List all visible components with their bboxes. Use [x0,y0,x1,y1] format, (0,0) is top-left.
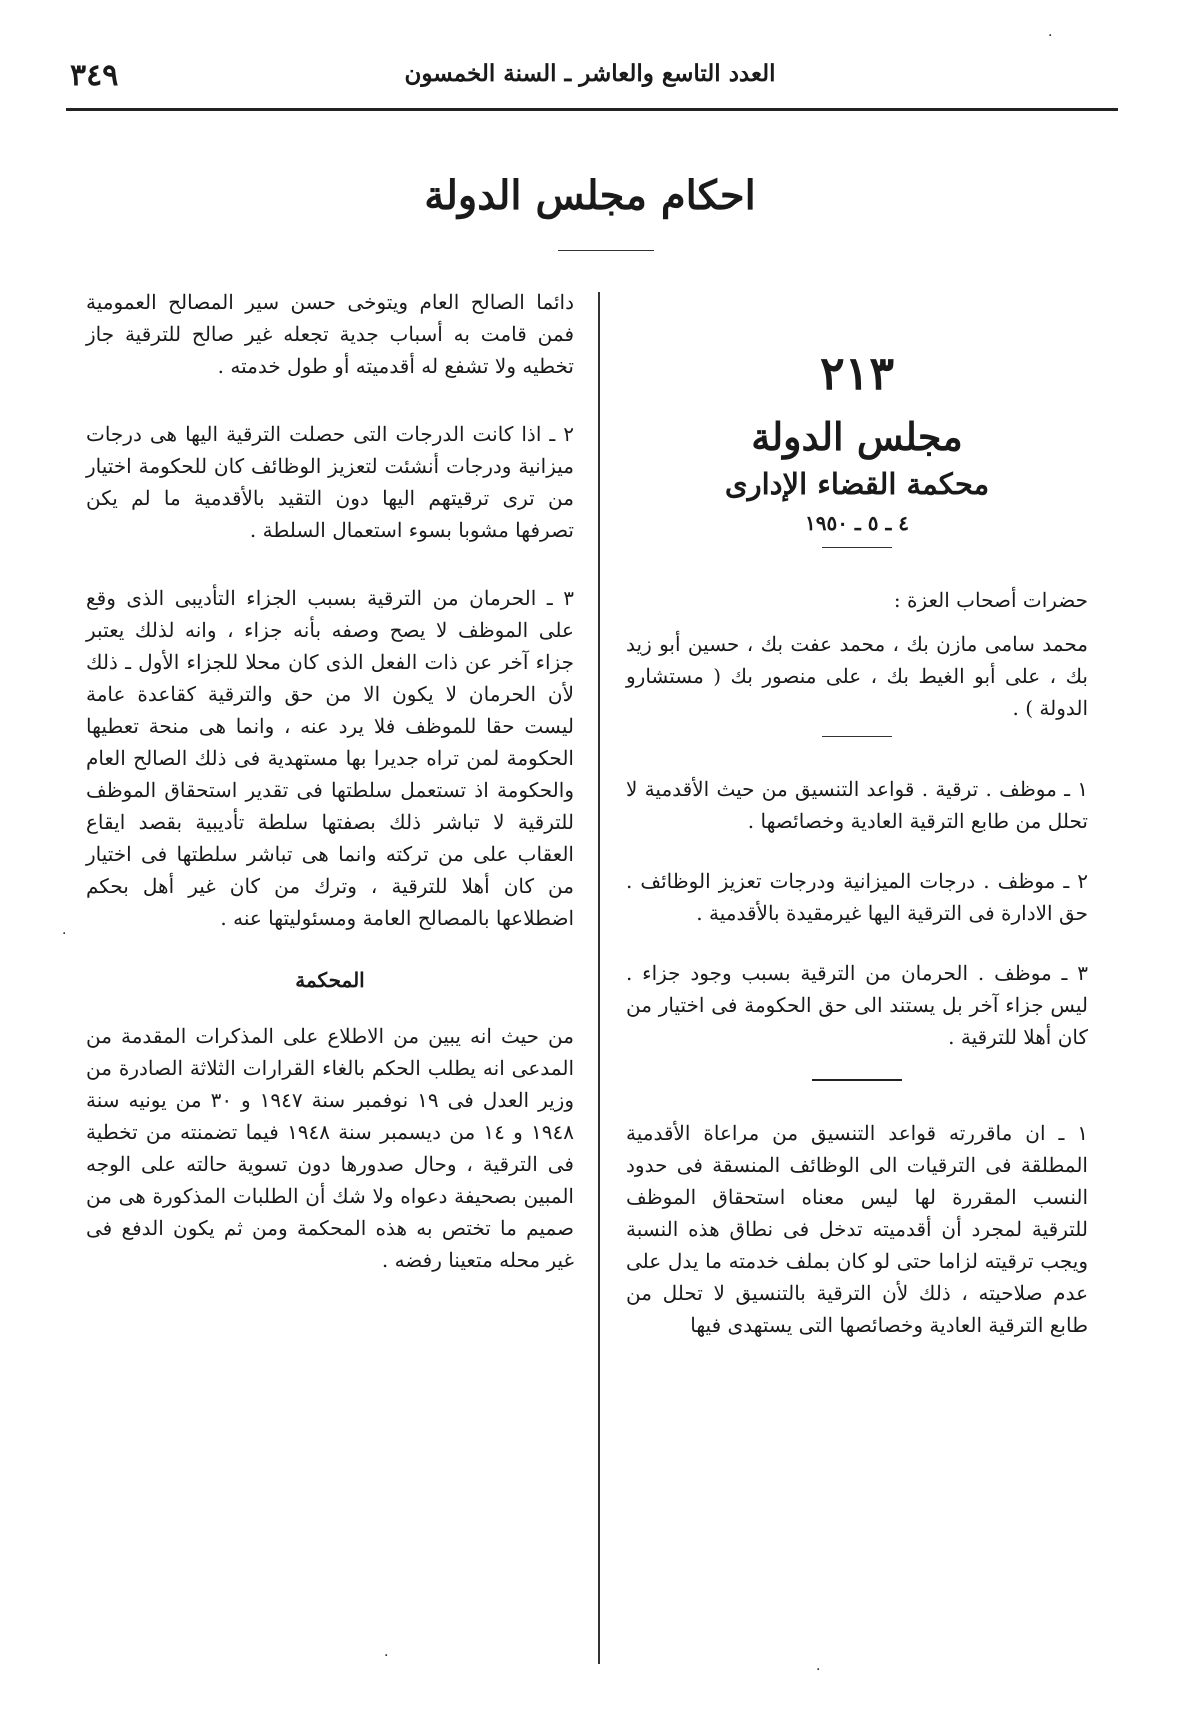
decision-date: ٤ ـ ٥ ـ ١٩٥٠ [804,511,910,535]
headnote-3: ٣ ـ موظف . الحرمان من الترقية بسبب وجود جزاء . ليس جزاء آخر بل يستند الى حق الحكومة فى اختيار من كان أهلا للترقية . [626,961,1088,1049]
case-number: ٢١٣ [819,346,895,400]
council-name: مجلس الدولة [751,414,963,459]
section-title-rule [558,250,654,251]
page-number: ٣٤٩ [70,58,119,93]
court-reasoning: من حيث انه يبين من الاطلاع على المذكرات المقدمة من المدعى انه يطلب الحكم بالغاء القرارات الثلاثة الصادرة من وزير العدل فى ١٩ نوفمبر سنة ١٩٤٧ و ٣٠ من يونيه سنة ١٩٤٨ و ١٤ من ديسمبر سنة ١٩٤٨ فيما تضمنته من تخطية فى الترقية ، وحال صدورها دون تسوية حالته على الوجه المبين بصحيفة دعواه ولا شك أن الطلبات المذكورة هى من صميم ما تختص به هذه المحكمة ومن ثم يكون الدفع فى غير محله متعينا رفضه . [86,1024,574,1272]
headnotes-rule [812,1079,902,1081]
judges-list: محمد سامى مازن بك ، محمد عفت بك ، حسين أبو زيد بك ، على أبو الغيط بك ، على منصور بك ( مستشارو الدولة ) . [626,632,1088,720]
judges-rule [822,736,892,737]
right-column [626,300,1088,1341]
court-heading: المحكمة [295,968,365,992]
scan-speck: · [62,926,67,942]
court-name: محكمة القضاء الإدارى [724,467,990,501]
column-divider [598,292,600,1664]
scan-speck: · [816,1662,821,1678]
principle-3: ٣ ـ الحرمان من الترقية بسبب الجزاء التأديبى الذى وقع على الموظف لا يصح وصفه بأنه جزاء ، وانه لذلك يعتبر جزاء آخر عن ذات الفعل الذى كان محلا للجزاء الأول ـ ذلك لأن الحرمان لا يكون الا من حق والترقية كقاعدة عامة ليست حقا للموظف فلا يرد عنه ، وانما هى منحة تعطيها الحكومة لمن تراه جديرا بها مستهدية فى ذلك الصالح العام والحكومة اذ تستعمل سلطتها فى تقدير استحقاق الموظف للترقية لا تباشر ذلك بصفتها سلطة تأديبية بقصد ايقاع العقاب على من تركته وانما هى تباشر سلطتها فى اختيار من كان أهلا للترقية ، وترك من كان غير أهل بحكم اضطلاعها بالمصالح العامة ومسئوليتها عنه . [86,586,574,930]
headnote-2: ٢ ـ موظف . درجات الميزانية ودرجات تعزيز الوظائف . حق الادارة فى الترقية اليها غيرمقيدة بالأقدمية . [626,869,1088,925]
section-title: احكام مجلس الدولة [424,172,756,219]
principle-2: ٢ ـ اذا كانت الدرجات التى حصلت الترقية اليها هى درجات ميزانية ودرجات أنشئت لتعزيز الوظائف كان للحكومة اختيار من ترى ترقيتهم اليها دون التقيد بالأقدمية ما لم يكن تصرفها مشوبا بسوء استعمال السلطة . [86,422,574,542]
headnote-1: ١ ـ موظف . ترقية . قواعد التنسيق من حيث الأقدمية لا تحلل من طابع الترقية العادية وخصائصها . [626,777,1088,833]
scan-speck: · [384,1648,389,1664]
header-rule [66,108,1118,111]
date-rule [822,547,892,548]
attendance-label: حضرات أصحاب العزة : [893,588,1088,612]
principle-1: ١ ـ ان ماقررته قواعد التنسيق من مراعاة الأقدمية المطلقة فى الترقيات الى الوظائف المنسقة فى حدود النسب المقررة لها ليس معناه استحقاق الموظف للترقية لمجرد أن أقدميته تدخل فى نطاق هذه النسبة ويجب ترقيته لزاما حتى لو كان بملف خدمته ما يدل على عدم صلاحيته ، ذلك لأن الترقية بالتنسيق لا تحلل من طابع الترقية العادية وخصائصها التى يستهدى فيها [626,1121,1088,1337]
running-header: العدد التاسع والعاشر ـ السنة الخمسون [404,60,776,87]
principle-1-continuation: دائما الصالح العام ويتوخى حسن سير المصالح العمومية فمن قامت به أسباب جدية تجعله غير صالح للترقية جاز تخطيه ولا تشفع له أقدميته أو طول خدمته . [86,290,575,378]
left-column [86,286,574,1276]
scan-speck: · [1048,28,1053,44]
